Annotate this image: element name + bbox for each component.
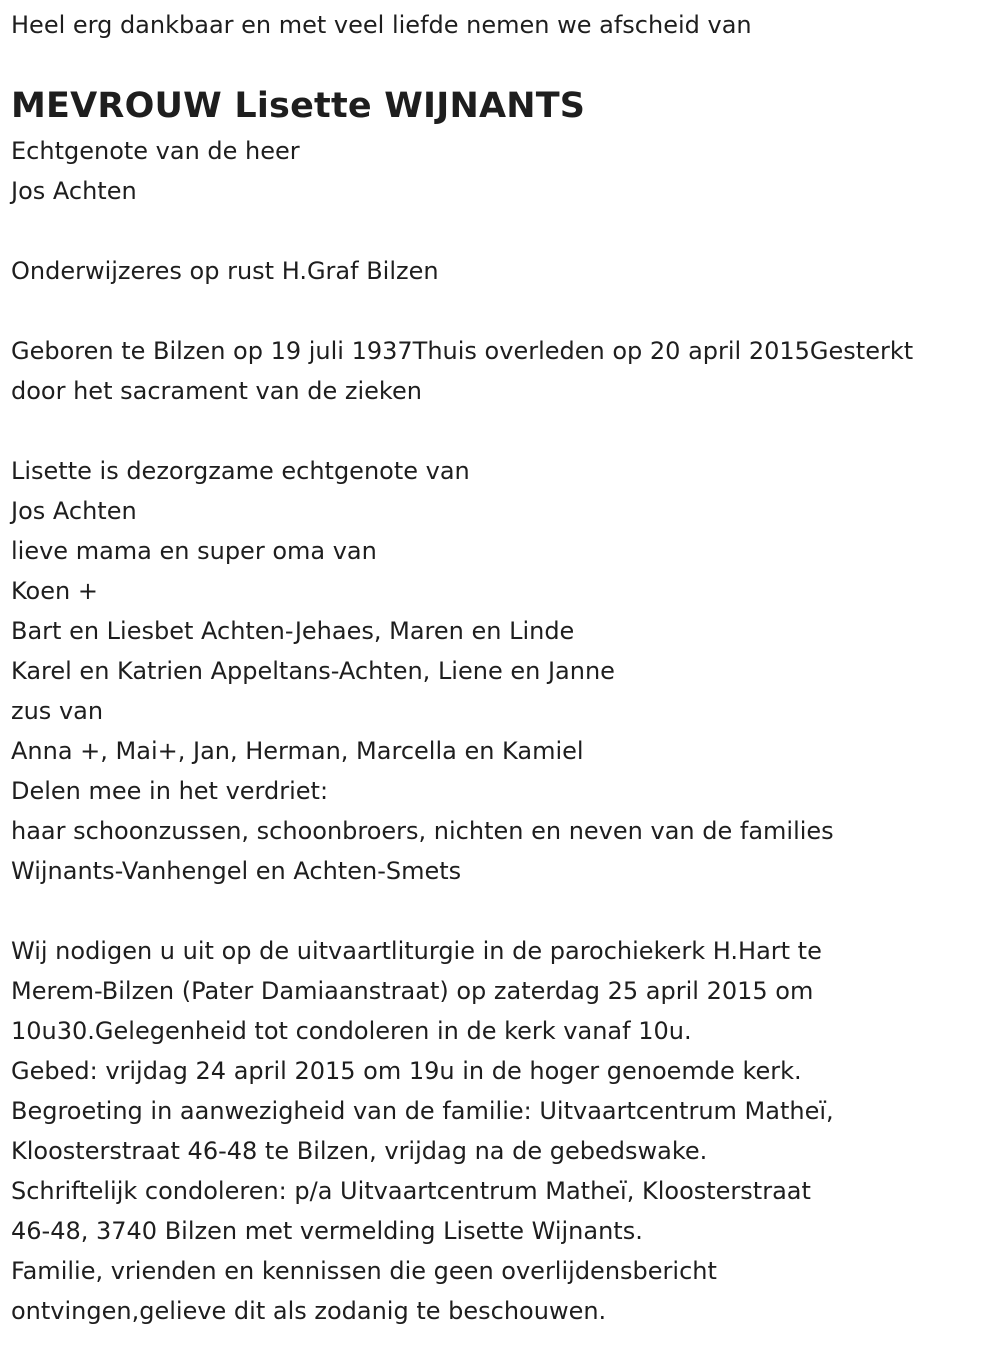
ceremony-line: Familie, vrienden en kennissen die geen overlijdensbericht [11,1257,717,1285]
family-line: Jos Achten [11,497,137,525]
ceremony-line: Kloosterstraat 46-48 te Bilzen, vrijdag na de gebedswake. [11,1137,708,1165]
ceremony-line: ontvingen,gelieve dit als zodanig te beschouwen. [11,1297,607,1325]
spouse-line: Echtgenote van de heer [11,137,300,165]
family-line: Bart en Liesbet Achten-Jehaes, Maren en Linde [11,617,575,645]
ceremony-line: Wij nodigen u uit op de uitvaartliturgie in de parochiekerk H.Hart te [11,937,822,965]
ceremony-line: 10u30.Gelegenheid tot condoleren in de kerk vanaf 10u. [11,1017,692,1045]
blank-line [11,891,991,931]
spouse-line: Jos Achten [11,177,137,205]
family-line: zus van [11,697,104,725]
death-notice [11,0,991,1331]
ceremony-line: Begroeting in aanwezigheid van de familie: Uitvaartcentrum Matheï, [11,1097,834,1125]
life-line: Geboren te Bilzen op 19 juli 1937Thuis overleden op 20 april 2015Gesterkt [11,337,914,365]
ceremony-line: Gebed: vrijdag 24 april 2015 om 19u in de hoger genoemde kerk. [11,1057,802,1085]
blank-line [11,411,991,451]
family-line: Delen mee in het verdriet: [11,777,329,805]
family-line: haar schoonzussen, schoonbroers, nichten en neven van de families [11,817,834,845]
ceremony-line: Schriftelijk condoleren: p/a Uitvaartcentrum Matheï, Kloosterstraat [11,1177,811,1205]
family-line: Koen + [11,577,98,605]
ceremony-line: Merem-Bilzen (Pater Damiaanstraat) op zaterdag 25 april 2015 om [11,977,814,1005]
blank-line [11,291,991,331]
blank-line [11,211,991,251]
intro-text: Heel erg dankbaar en met veel liefde nemen we afscheid van [11,11,752,39]
family-line: Anna +, Mai+, Jan, Herman, Marcella en Kamiel [11,737,584,765]
family-line: Karel en Katrien Appeltans-Achten, Liene en Janne [11,657,615,685]
family-line: lieve mama en super oma van [11,537,377,565]
profession-line: Onderwijzeres op rust H.Graf Bilzen [11,257,439,285]
family-line: Wijnants-Vanhengel en Achten-Smets [11,857,462,885]
life-line: door het sacrament van de zieken [11,377,422,405]
deceased-name: MEVROUW Lisette WIJNANTS [11,86,586,126]
family-line: Lisette is dezorgzame echtgenote van [11,457,470,485]
ceremony-line: 46-48, 3740 Bilzen met vermelding Lisette Wijnants. [11,1217,643,1245]
